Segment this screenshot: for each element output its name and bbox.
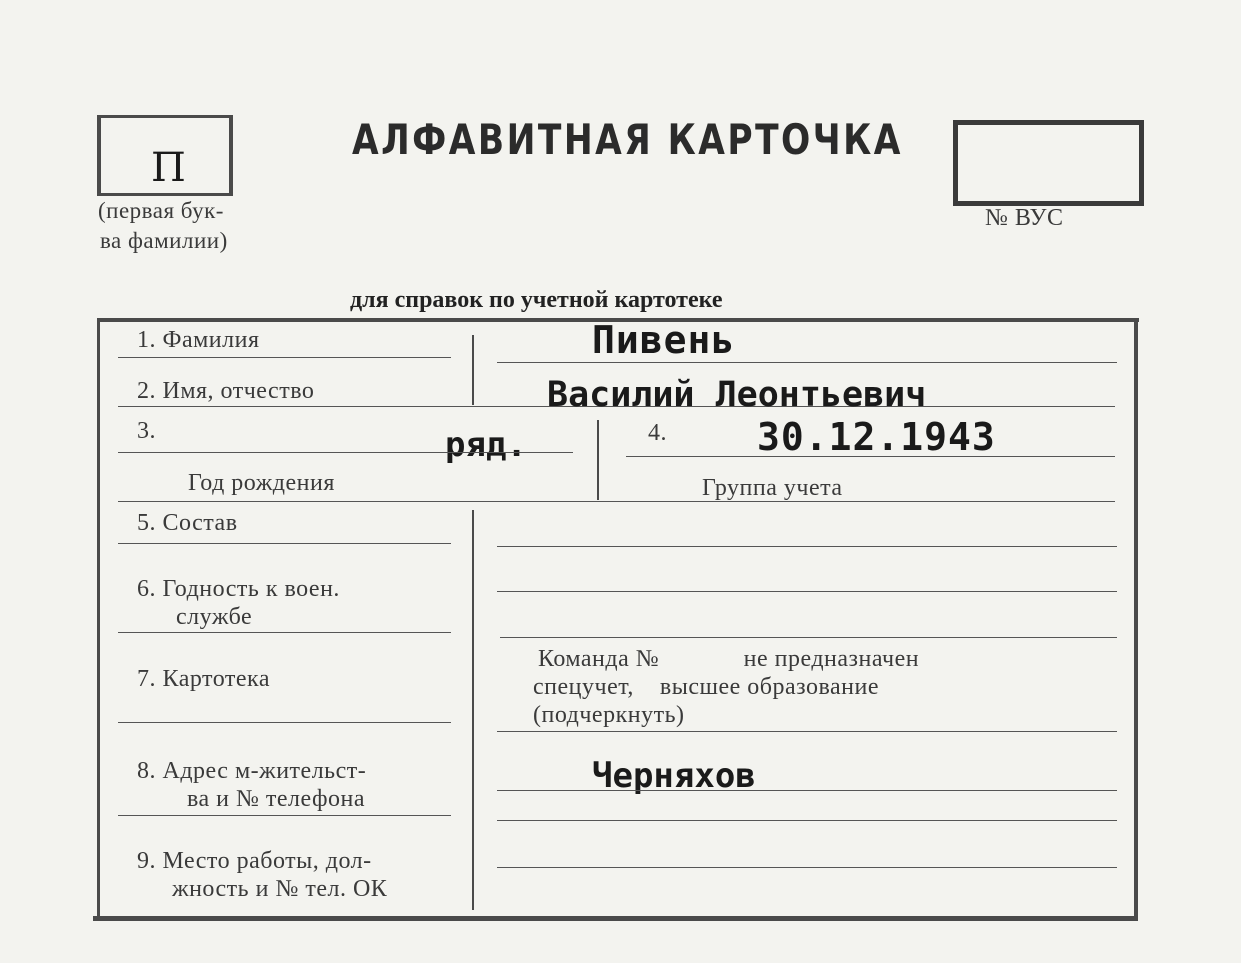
- birth-number: 3.: [137, 418, 156, 444]
- column-divider-mid: [597, 420, 599, 500]
- address-value-line-2: [497, 820, 1117, 821]
- work-label-line-2: жность и № тел. ОК: [172, 876, 388, 902]
- fitness-label-line: [118, 632, 451, 633]
- work-value-line: [497, 867, 1117, 868]
- surname-label-line: [118, 357, 451, 358]
- surname-label: 1. Фамилия: [137, 327, 260, 353]
- letter-caption-line-1: (первая бук-: [98, 198, 224, 223]
- file-label-line: [118, 722, 451, 723]
- row-3-bottom-line: [118, 501, 1115, 502]
- fitness-label-line-1: 6. Годность к воен.: [137, 576, 340, 602]
- team-bottom-line: [497, 731, 1117, 732]
- address-value: Черняхов: [592, 756, 756, 796]
- address-label-line-2: ва и № телефона: [187, 786, 366, 812]
- birth-value-line: [118, 452, 573, 453]
- first-letter-box: [97, 115, 233, 195]
- name-label: 2. Имя, отчество: [137, 378, 315, 404]
- composition-value-line: [497, 546, 1117, 547]
- team-text-line-1: Команда № не предназначен: [538, 646, 920, 672]
- birth-caption: Год рождения: [188, 470, 335, 496]
- fitness-value-line-2: [500, 637, 1117, 638]
- table-left-border: [97, 320, 100, 920]
- birth-value: ряд.: [445, 425, 527, 465]
- surname-value-line: [497, 362, 1117, 363]
- group-caption: Группа учета: [702, 475, 843, 501]
- team-text-line-2: спецучет, высшее образование: [533, 674, 880, 700]
- composition-label-line: [118, 543, 451, 544]
- fitness-value-line-1: [497, 591, 1117, 592]
- vus-box: [953, 120, 1144, 206]
- table-bottom-border: [93, 916, 1138, 921]
- address-value-line-1: [497, 790, 1117, 791]
- group-value: 30.12.1943: [757, 415, 996, 459]
- fitness-label-line-2: службе: [176, 604, 253, 630]
- team-text-line-3: (подчеркнуть): [533, 702, 685, 728]
- table-right-border: [1134, 320, 1138, 920]
- file-label: 7. Картотека: [137, 666, 270, 692]
- column-divider-lower: [472, 510, 474, 910]
- letter-caption-line-2: ва фамилии): [100, 228, 228, 253]
- address-label-line-1: 8. Адрес м-жительст-: [137, 758, 367, 784]
- first-letter-value: П: [151, 145, 186, 191]
- group-value-line: [626, 456, 1115, 457]
- composition-label: 5. Состав: [137, 510, 238, 536]
- card-subtitle: для справок по учетной картотеке: [350, 287, 723, 313]
- column-divider-upper: [472, 335, 474, 405]
- vus-label: № ВУС: [985, 205, 1064, 231]
- card-title: АЛФАВИТНАЯ КАРТОЧКА: [352, 115, 903, 164]
- name-value: Василий Леонтьевич: [547, 375, 927, 415]
- address-label-line: [118, 815, 451, 816]
- surname-value: Пивень: [592, 318, 736, 362]
- work-label-line-1: 9. Место работы, дол-: [137, 848, 372, 874]
- group-number: 4.: [648, 420, 667, 446]
